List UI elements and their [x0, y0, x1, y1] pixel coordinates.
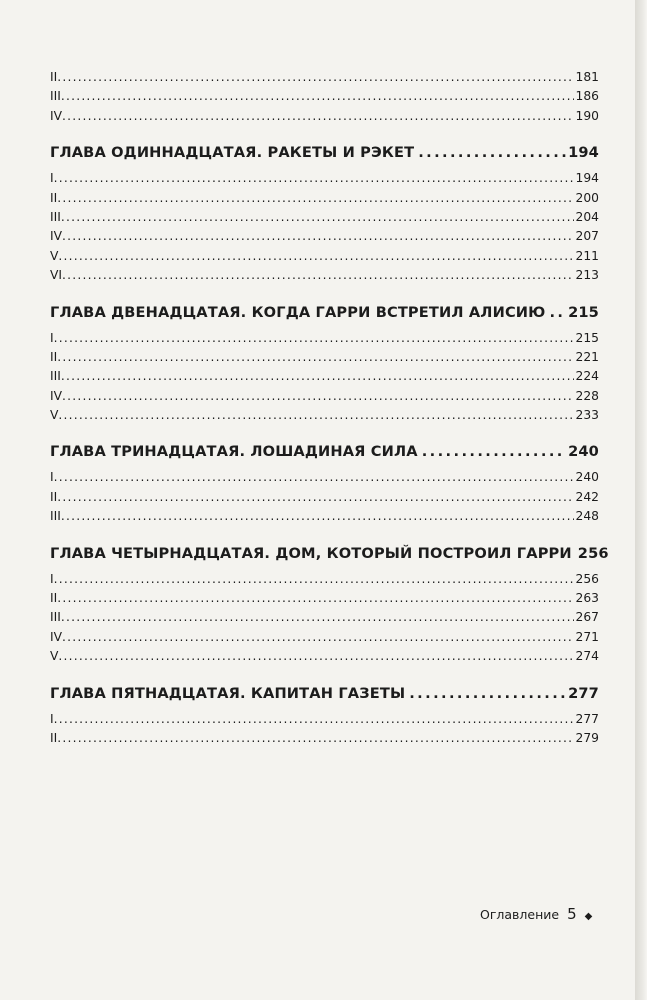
- subsection-page-number: 181: [575, 70, 599, 84]
- dot-leader: [57, 191, 573, 205]
- dot-leader: [62, 229, 573, 243]
- dot-leader: [62, 389, 573, 403]
- subsection-page-number: 256: [575, 571, 599, 586]
- subsection-label: IV: [50, 388, 63, 403]
- toc-entry: [50, 389, 599, 408]
- footer-section-name: Оглавление: [480, 907, 560, 922]
- dot-leader: [57, 350, 573, 364]
- chapter-page-number: 240: [568, 443, 599, 461]
- dot-leader: [54, 470, 574, 484]
- dot-leader: [61, 89, 574, 103]
- subsection-label: II: [50, 730, 58, 745]
- chapter-page-number: 194: [568, 144, 599, 162]
- subsection-label: III: [50, 369, 61, 384]
- dot-leader: [61, 369, 574, 383]
- subsection-label: V: [50, 649, 59, 664]
- subsection-page-number: 240: [575, 470, 599, 485]
- subsection-label: III: [50, 89, 61, 104]
- subsection-label: III: [50, 610, 61, 625]
- toc-entry: [50, 712, 599, 731]
- toc-entry: [50, 490, 599, 509]
- subsection-label: IV: [50, 229, 63, 244]
- toc-entry: [50, 70, 599, 89]
- subsection-page-number: 194: [575, 171, 599, 186]
- toc-entry: [50, 350, 599, 369]
- toc-entry: [50, 591, 599, 610]
- toc-chapter-group: [50, 70, 599, 128]
- chapter-page-number: 215: [568, 303, 599, 321]
- subsection-label: II: [50, 70, 58, 84]
- subsection-page-number: 267: [575, 610, 599, 625]
- toc-entry: [50, 610, 599, 629]
- subsection-label: IV: [50, 629, 63, 644]
- toc-entry: [50, 89, 599, 108]
- subsection-label: I: [50, 330, 54, 345]
- dot-leader: [62, 109, 573, 123]
- toc-entry: [50, 408, 599, 427]
- dot-leader: [54, 331, 574, 345]
- subsection-page-number: 233: [575, 408, 599, 423]
- toc-entry: [50, 509, 599, 528]
- dot-leader: [62, 630, 573, 644]
- dot-leader: [54, 712, 574, 726]
- dot-leader: [62, 268, 573, 282]
- subsection-page-number: 228: [575, 388, 599, 403]
- toc-entry: [50, 649, 599, 668]
- subsection-page-number: 271: [575, 629, 599, 644]
- toc-entry: [50, 630, 599, 649]
- subsection-page-number: 190: [575, 108, 599, 123]
- subsection-page-number: 248: [575, 509, 599, 524]
- toc-entry: [50, 369, 599, 388]
- toc-chapter-group: [50, 544, 609, 669]
- toc-chapter-group: [50, 685, 599, 751]
- subsection-page-number: 204: [575, 209, 599, 224]
- subsection-label: VI: [50, 268, 63, 283]
- chapter-title: ГЛАВА ОДИННАДЦАТАЯ. РАКЕТЫ И РЭКЕТ: [50, 144, 415, 162]
- subsection-label: I: [50, 571, 54, 586]
- subsection-page-number: 277: [575, 711, 599, 726]
- toc-entry: [50, 331, 599, 350]
- subsection-label: V: [50, 408, 59, 423]
- dot-leader: [57, 490, 573, 504]
- toc-entry: [50, 210, 599, 229]
- chapter-title: ГЛАВА ДВЕНАДЦАТАЯ. КОГДА ГАРРИ ВСТРЕТИЛ АЛИСИЮ: [50, 303, 546, 321]
- toc-entry: [50, 229, 599, 248]
- dot-leader: [58, 249, 573, 263]
- dot-leader: [61, 210, 574, 224]
- chapter-heading: [50, 144, 599, 168]
- subsection-page-number: 279: [575, 730, 599, 745]
- subsection-label: I: [50, 711, 54, 726]
- subsection-page-number: 213: [575, 268, 599, 283]
- toc-chapter-group: [50, 144, 599, 287]
- chapter-title: ГЛАВА ПЯТНАДЦАТАЯ. КАПИТАН ГАЗЕТЫ: [50, 684, 406, 702]
- running-footer: [480, 905, 592, 923]
- dot-leader: [57, 731, 573, 745]
- toc-entry: [50, 268, 599, 287]
- footer-ornament: ◆: [584, 911, 593, 922]
- dot-leader: [58, 649, 573, 663]
- subsection-label: III: [50, 209, 61, 224]
- dot-leader: [58, 408, 573, 422]
- chapter-page-number: 256: [577, 544, 609, 562]
- subsection-page-number: 215: [575, 330, 599, 345]
- subsection-label: IV: [50, 108, 63, 123]
- subsection-page-number: 200: [575, 190, 599, 205]
- subsection-page-number: 274: [575, 649, 599, 664]
- subsection-page-number: 221: [575, 349, 599, 364]
- subsection-label: II: [50, 591, 58, 606]
- chapter-heading: [50, 685, 599, 709]
- toc-chapter-group: [50, 304, 599, 428]
- subsection-page-number: 224: [575, 369, 599, 384]
- subsection-label: II: [50, 349, 58, 364]
- chapter-heading: [50, 304, 599, 328]
- subsection-page-number: 263: [575, 591, 599, 606]
- subsection-label: I: [50, 470, 54, 485]
- dot-leader: [418, 144, 566, 161]
- subsection-page-number: 186: [575, 89, 599, 104]
- dot-leader: [61, 509, 574, 523]
- subsection-page-number: 207: [575, 229, 599, 244]
- toc-entry: [50, 191, 599, 210]
- subsection-label: II: [50, 190, 58, 205]
- subsection-label: I: [50, 171, 54, 186]
- subsection-label: V: [50, 248, 59, 263]
- subsection-label: III: [50, 509, 61, 524]
- toc-entry: [50, 470, 599, 489]
- toc-entry: [50, 171, 599, 190]
- dot-leader: [54, 171, 574, 185]
- dot-leader: [57, 70, 573, 84]
- chapter-title: ГЛАВА ТРИНАДЦАТАЯ. ЛОШАДИНАЯ СИЛА: [50, 443, 418, 461]
- toc-entry: [50, 731, 599, 750]
- dot-leader: [61, 610, 574, 624]
- chapter-heading: [50, 544, 609, 569]
- chapter-title: ГЛАВА ЧЕТЫРНАДЦАТАЯ. ДОМ, КОТОРЫЙ ПОСТРОИЛ ГАРРИ: [50, 544, 572, 562]
- dot-leader: [422, 443, 566, 460]
- footer-page-number: 5: [567, 905, 577, 923]
- table-of-contents: [50, 70, 609, 766]
- page-spine-shadow: [635, 0, 647, 1000]
- chapter-heading: [50, 443, 599, 467]
- subsection-label: II: [50, 489, 58, 504]
- toc-entry: [50, 249, 599, 268]
- chapter-page-number: 277: [568, 684, 599, 702]
- subsection-page-number: 211: [575, 248, 599, 263]
- dot-leader: [57, 591, 573, 605]
- toc-entry: [50, 572, 599, 591]
- subsection-page-number: 242: [575, 489, 599, 504]
- dot-leader: [54, 572, 574, 586]
- toc-chapter-group: [50, 443, 599, 528]
- toc-entry: [50, 109, 599, 128]
- dot-leader: [549, 304, 566, 321]
- dot-leader: [409, 685, 566, 702]
